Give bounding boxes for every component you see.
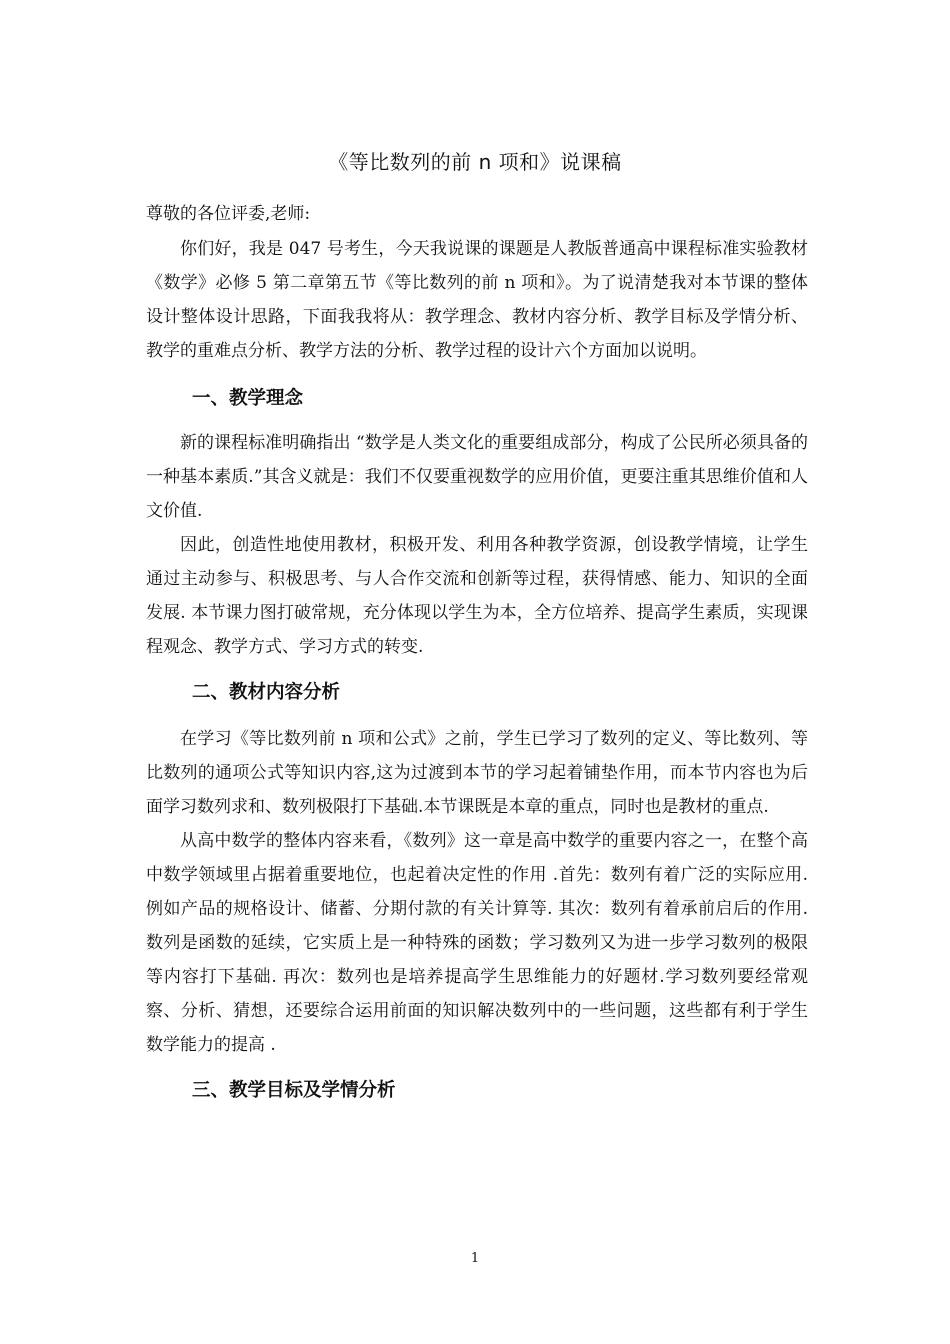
document-body (146, 232, 808, 1120)
intro-paragraph: 你们好，我是 047 号考生，今天我说课的课题是人教版普通高中课程标准实验教材《数学》必修 5 第二章第五节《等比数列的前 n 项和》。为了说清楚我对本节课的整体设计整体设计思路，下面我我将从：教学理念、教材内容分析、教学目标及学情分析、教学的重难点分析、教学方法的分析、教学过程的设计六个方面加以说明。 (146, 239, 808, 361)
section-heading-teaching-objectives: 三、教学目标及学情分析 (192, 1080, 396, 1101)
section-heading-textbook-analysis: 二、教材内容分析 (192, 682, 341, 703)
greeting: 尊敬的各位评委,老师: (146, 204, 311, 224)
body-paragraph: 从高中数学的整体内容来看，《数列》这一章是高中数学的重要内容之一，在整个高中数学领域里占据着重要地位，也起着决定性的作用 .首先：数列有着广泛的实际应用.例如产品的规格设计、储蓄、分期付款的有关计算等. 其次：数列有着承前启后的作用.数列是函数的延续，它实质上是一种特殊的函数；学习数列又为进一步学习数列的极限等内容打下基础. 再次：数列也是培养提高学生思维能力的好题材.学习数列要经常观察、分析、猜想，还要综合运用前面的知识解决数列中的一些问题，这些都有利于学生数学能力的提高 . (146, 831, 808, 1055)
document-title: 《等比数列的前 n 项和》说课稿 (328, 150, 622, 174)
body-paragraph: 因此，创造性地使用教材，积极开发、利用各种教学资源，创设教学情境，让学生通过主动参与、积极思考、与人合作交流和创新等过程，获得情感、能力、知识的全面发展. 本节课力图打破常规，充分体现以学生为本，全方位培养、提高学生素质，实现课程观念、教学方式、学习方式的转变. (146, 535, 808, 657)
page-number: 1 (470, 1251, 480, 1266)
body-paragraph: 在学习《等比数列前 n 项和公式》之前，学生已学习了数列的定义、等比数列、等比数列的通项公式等知识内容,这为过渡到本节的学习起着铺垫作用，而本节内容也为后面学习数列求和、数列极限打下基础.本节课既是本章的重点，同时也是教材的重点. (146, 729, 808, 817)
section-heading-teaching-philosophy: 一、教学理念 (192, 388, 304, 409)
body-paragraph: 新的课程标准明确指出 “数学是人类文化的重要组成部分，构成了公民所必须具备的一种基本素质.”其含义就是：我们不仅要重视数学的应用价值，更要注重其思维价值和人文价值. (146, 433, 808, 521)
